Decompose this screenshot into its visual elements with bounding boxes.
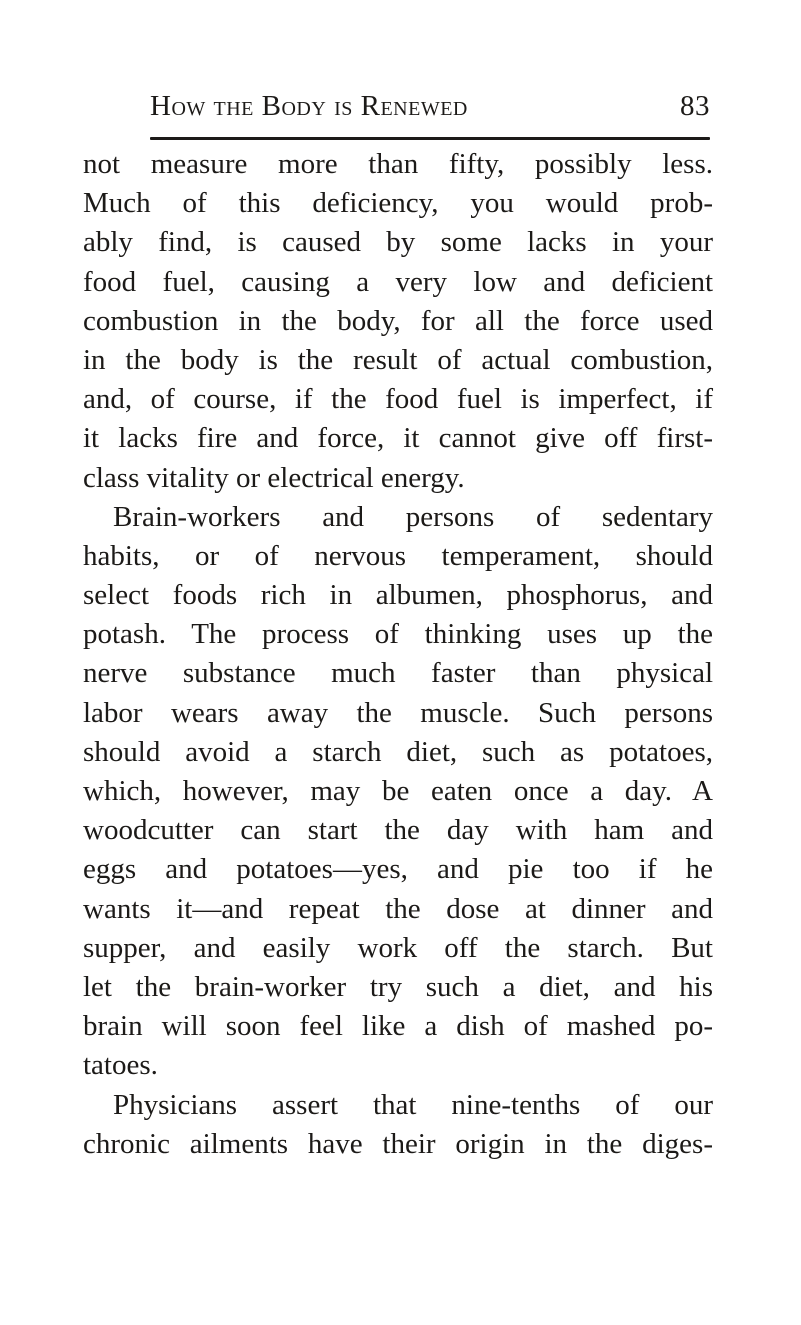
text-line: and, of course, if the food fuel is imperfect, if <box>83 383 713 416</box>
text-line: Much of this deficiency, you would prob- <box>83 187 713 220</box>
text-line: in the body is the result of actual combustion, <box>83 343 713 376</box>
text-line: it lacks fire and force, it cannot give off first- <box>83 422 713 455</box>
running-head-title: How the Body is Renewed <box>150 90 468 122</box>
text-line: not measure more than fifty, possibly less. <box>83 148 713 180</box>
text-line: food fuel, causing a very low and deficient <box>83 265 713 298</box>
text-line: eggs and potatoes—yes, and pie too if he <box>83 853 713 886</box>
text-line: potash. The process of thinking uses up the <box>83 618 713 651</box>
page-number: 83 <box>680 90 710 122</box>
text-line: should avoid a starch diet, such as potatoes, <box>83 735 713 768</box>
text-line: Brain-workers and persons of sedentary <box>113 500 713 533</box>
text-line: brain will soon feel like a dish of mashed po- <box>83 1010 713 1043</box>
text-line: habits, or of nervous temperament, should <box>83 539 713 572</box>
running-head <box>150 90 710 130</box>
text-line: class vitality or electrical energy. <box>83 461 465 494</box>
text-line: ably find, is caused by some lacks in your <box>83 226 713 259</box>
text-line: supper, and easily work off the starch. But <box>83 931 713 964</box>
text-line: combustion in the body, for all the force used <box>83 304 713 337</box>
text-line: wants it—and repeat the dose at dinner and <box>83 892 713 925</box>
text-line: labor wears away the muscle. Such persons <box>83 696 713 729</box>
header-rule <box>150 137 710 140</box>
text-line: let the brain-worker try such a diet, and his <box>83 970 713 1003</box>
text-line: nerve substance much faster than physical <box>83 657 713 690</box>
text-line: woodcutter can start the day with ham and <box>83 814 713 847</box>
text-line: which, however, may be eaten once a day. A <box>83 775 713 807</box>
text-line: chronic ailments have their origin in the diges- <box>83 1127 713 1160</box>
body-text <box>83 145 713 1164</box>
text-line: Physicians assert that nine-tenths of our <box>113 1088 713 1121</box>
text-line: select foods rich in albumen, phosphorus, and <box>83 579 713 612</box>
text-line: tatoes. <box>83 1049 158 1082</box>
